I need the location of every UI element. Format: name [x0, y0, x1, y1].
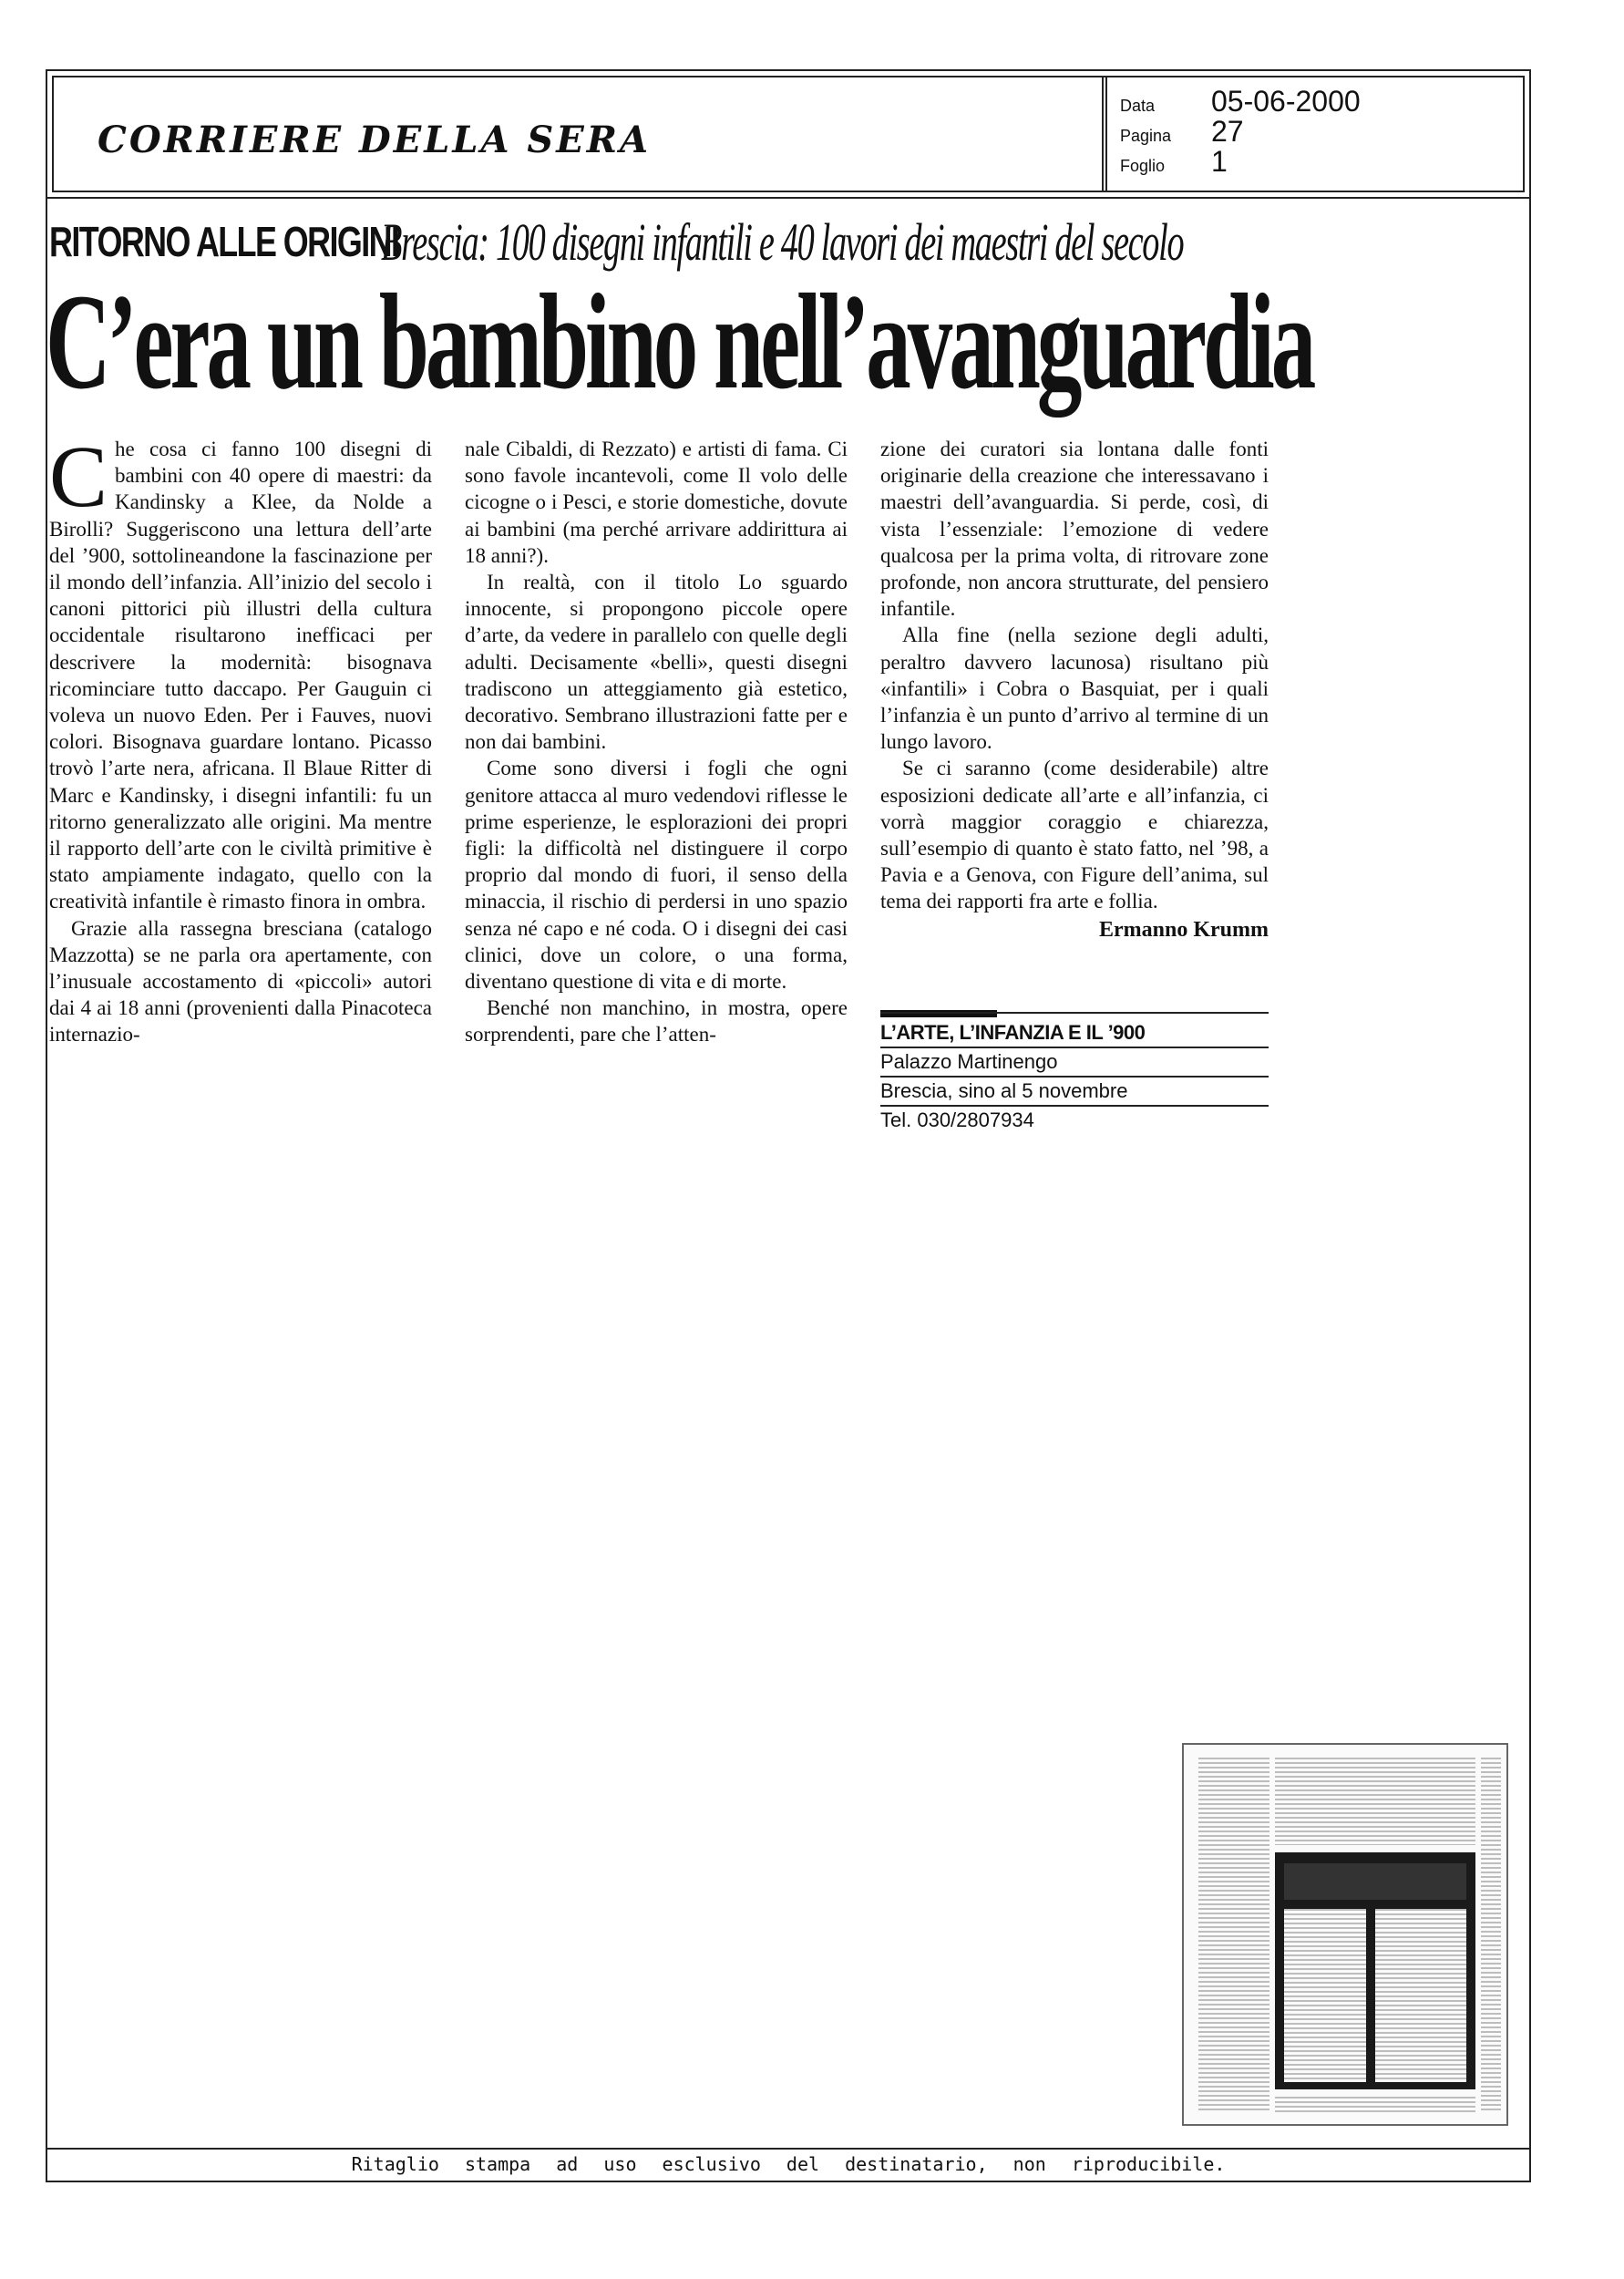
paragraph: zione dei curatori sia lontana dalle fonti originarie della creazione che interessavano i maestri dell’avanguardia. Si perde, così, di vista l’essenziale: l’emozione di vedere qualcosa per la prima volta, di ritrovare zone profonde, non ancora strutturate, del pensiero infantile.: [880, 438, 1269, 621]
page-row: [1120, 115, 1361, 148]
thumbnail-headline-block: [1284, 1863, 1466, 1900]
paragraph: In realtà, con il titolo Lo sguardo innocente, si propongono piccole opere d’arte, da vedere in parallelo con quelle degli adulti. Decisamente «belli», questi disegni tradiscono un atteggiamento già estetico, decorativo. Sembrano illustrazioni fatte per e non dai bambini.: [465, 571, 848, 754]
thumbnail-text-block: [1275, 2097, 1475, 2115]
thumbnail-text-column: [1198, 1758, 1269, 2113]
article-headline: C’era un bambino nell’avanguardia: [46, 266, 1313, 418]
header-inner-frame: [52, 76, 1525, 192]
exhibition-dates: Brescia, sino al 5 novembre: [880, 1078, 1269, 1107]
paragraph: Se ci saranno (come desiderabile) altre esposizioni dedicate all’arte e all’infanzia, ci vorrà maggior coraggio e chiarezza, sull’esempio di quanto è stato fatto, nel ’98, a Pavia e a Genova, con Figure dell’anima, sul tema dei rapporti fra arte e follia.: [880, 757, 1269, 913]
date-value: 05-06-2000: [1211, 85, 1361, 118]
date-row: [1120, 85, 1361, 118]
paragraph: [49, 428, 432, 915]
sheet-row: [1120, 145, 1361, 178]
paragraph: Come sono diversi i fogli che ogni genitore attacca al muro vedendovi riflesse le prime esperienze, le esplorazioni dei propri figli: la difficoltà nel distinguere il corpo proprio dal mondo di fuori, il senso della minaccia, il rischio di perdersi in uno spazio senza né capo e né coda. O i disegni dei casi clinici, dove un colore, o una forma, diventano questione di vita e di morte.: [465, 757, 848, 994]
paragraph-text: he cosa ci fanno 100 disegni di bambini con 40 opere di maestri: da Kandinsky a Klee, da Nolde a Birolli? Suggeriscono una lettura dell’arte del ’900, sottolineandone la fascinazione per il mondo dell’infanzia. All’inizio del secolo i canoni pittorici più illustri della cultura occidentale risultarono inefficaci per descrivere la modernità: bisognava ricominciare tutto daccapo. Per Gauguin ci voleva un nuovo Eden. Per i Fauves, nuovi colori. Bisognava guardare lontano. Picasso trovò l’arte nera, africana. Il Blaue Ritter di Marc e Kandinsky, i disegni infantili: fu un ritorno generalizzato alle origini. Ma mentre il rapporto dell’arte con le civiltà primitive è stato ampiamente indagato, quello con la creatività infantile è rimasto finora in ombra.: [49, 438, 432, 913]
drop-cap: C: [49, 428, 108, 525]
article-byline: Ermanno Krumm: [1099, 917, 1269, 942]
thumbnail-text-block: [1275, 1758, 1475, 1845]
header-divider: [1102, 77, 1107, 191]
exhibition-venue: Palazzo Martinengo: [880, 1048, 1269, 1078]
thumbnail-text-column: [1284, 1909, 1366, 2082]
paragraph: Grazie alla rassegna bresciana (catalogo Mazzotta) se ne parla ora apertamente, con l’inusuale accostamento di «piccoli» autori dai 4 ai 18 anni (provenienti dalla Pinacoteca internazio-: [49, 916, 432, 1047]
thumbnail-text-column: [1375, 1909, 1466, 2082]
sheet-value: 1: [1211, 145, 1228, 178]
thumbnail-text-column: [1481, 1758, 1501, 2113]
exhibition-title: L’ARTE, L’INFANZIA E IL ’900: [880, 1019, 1269, 1048]
exhibition-infobox: [880, 1010, 1269, 1134]
article-subkicker: Brescia: 100 disegni infantili e 40 lavori dei maestri del secolo: [381, 212, 1184, 272]
sheet-label: Foglio: [1120, 157, 1166, 175]
date-label: Data: [1120, 97, 1156, 115]
clipping-metadata: [1120, 85, 1361, 178]
newspaper-masthead: CORRIERE DELLA SERA: [98, 119, 652, 161]
page-label: Pagina: [1120, 127, 1172, 145]
footer-rule: [46, 2148, 1531, 2150]
infobox-top-rule: [880, 1012, 1269, 1014]
page-value: 27: [1211, 115, 1244, 148]
article-column-1: [49, 428, 432, 1048]
article-kicker: RITORNO ALLE ORIGINI: [49, 218, 399, 265]
article-column-3: [880, 436, 1269, 944]
page-thumbnail-image: [1182, 1743, 1508, 2126]
reproduction-notice: Ritaglio stampa ad uso esclusivo del destinatario, non riproducibile.: [351, 2153, 1226, 2175]
paragraph: nale Cibaldi, di Rezzato) e artisti di fama. Ci sono favole incantevoli, come Il volo delle cicogne o i Pesci, e storie domestiche, dovute ai bambini (ma perché arrivare addirittura ai 18 anni?).: [465, 438, 848, 567]
article-column-2: [465, 436, 848, 1048]
exhibition-phone: Tel. 030/2807934: [880, 1109, 1034, 1131]
clipping-header: [46, 69, 1531, 199]
paragraph: Alla fine (nella sezione degli adulti, peraltro davvero lacunosa) risultano più «infantili» i Cobra o Basquiat, per i quali l’infanzia è un punto d’arrivo al termine di un lungo lavoro.: [880, 624, 1269, 754]
paragraph: Benché non manchino, in mostra, opere sorprendenti, pare che l’atten-: [465, 996, 848, 1047]
